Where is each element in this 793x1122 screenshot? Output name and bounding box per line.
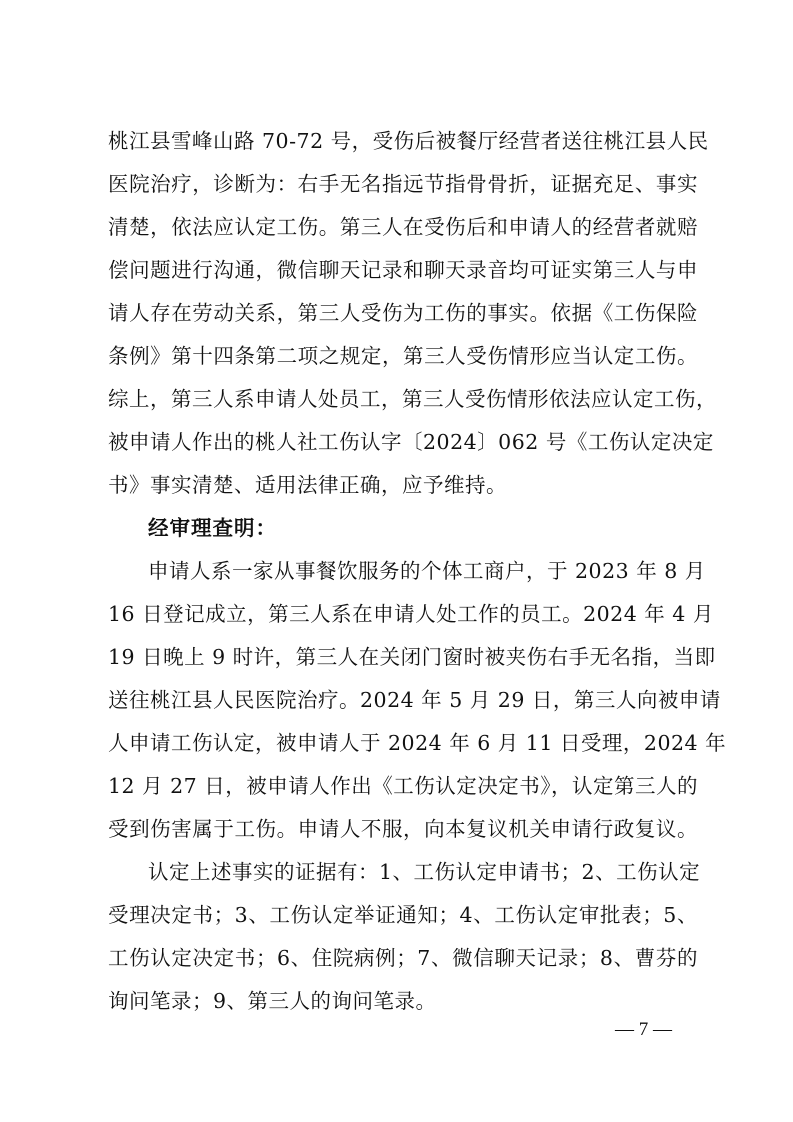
body-line: 申请人系一家从事餐饮服务的个体工商户，于 2023 年 8 月 (148, 559, 706, 583)
body-line: 偿问题进行沟通，微信聊天记录和聊天录音均可证实第三人与申 (108, 258, 698, 282)
body-line: 送往桃江县人民医院治疗。2024 年 5 月 29 日，第三人向被申请 (108, 688, 721, 712)
body-line: 综上，第三人系申请人处员工，第三人受伤情形依法应认定工伤， (108, 387, 717, 411)
body-line: 人申请工伤认定，被申请人于 2024 年 6 月 11 日受理，2024 年 (108, 731, 727, 755)
body-line: 12 月 27 日，被申请人作出《工伤认定决定书》，认定第三人的 (108, 774, 698, 798)
body-line: 受理决定书；3、工伤认定举证通知；4、工伤认定审批表；5、 (108, 903, 698, 927)
body-line: 工伤认定决定书；6、住院病例；7、微信聊天记录；8、曹芬的 (108, 946, 698, 970)
body-line: 清楚，依法应认定工伤。第三人在受伤后和申请人的经营者就赔 (108, 215, 698, 239)
body-line: 19 日晚上 9 时许，第三人在关闭门窗时被夹伤右手无名指，当即 (108, 645, 716, 669)
page-number: — 7 — (615, 1019, 672, 1040)
section-heading: 经审理查明： (148, 516, 277, 540)
body-line: 医院治疗，诊断为：右手无名指远节指骨骨折，证据充足、事实 (108, 172, 698, 196)
body-line: 书》事实清楚、适用法律正确，应予维持。 (108, 473, 507, 497)
body-line: 被申请人作出的桃人社工伤认字〔2024〕062 号《工伤认定决定 (108, 430, 714, 454)
body-line: 条例》第十四条第二项之规定，第三人受伤情形应当认定工伤。 (108, 344, 698, 368)
body-line: 受到伤害属于工伤。申请人不服，向本复议机关申请行政复议。 (108, 817, 698, 841)
body-line: 认定上述事实的证据有：1、工伤认定申请书；2、工伤认定 (148, 860, 701, 884)
body-line: 16 日登记成立，第三人系在申请人处工作的员工。2024 年 4 月 (108, 602, 714, 626)
body-line: 询问笔录；9、第三人的询问笔录。 (108, 989, 437, 1013)
body-line: 请人存在劳动关系，第三人受伤为工伤的事实。依据《工伤保险 (108, 301, 698, 325)
body-line: 桃江县雪峰山路 70-72 号，受伤后被餐厅经营者送往桃江县人民 (108, 129, 709, 153)
